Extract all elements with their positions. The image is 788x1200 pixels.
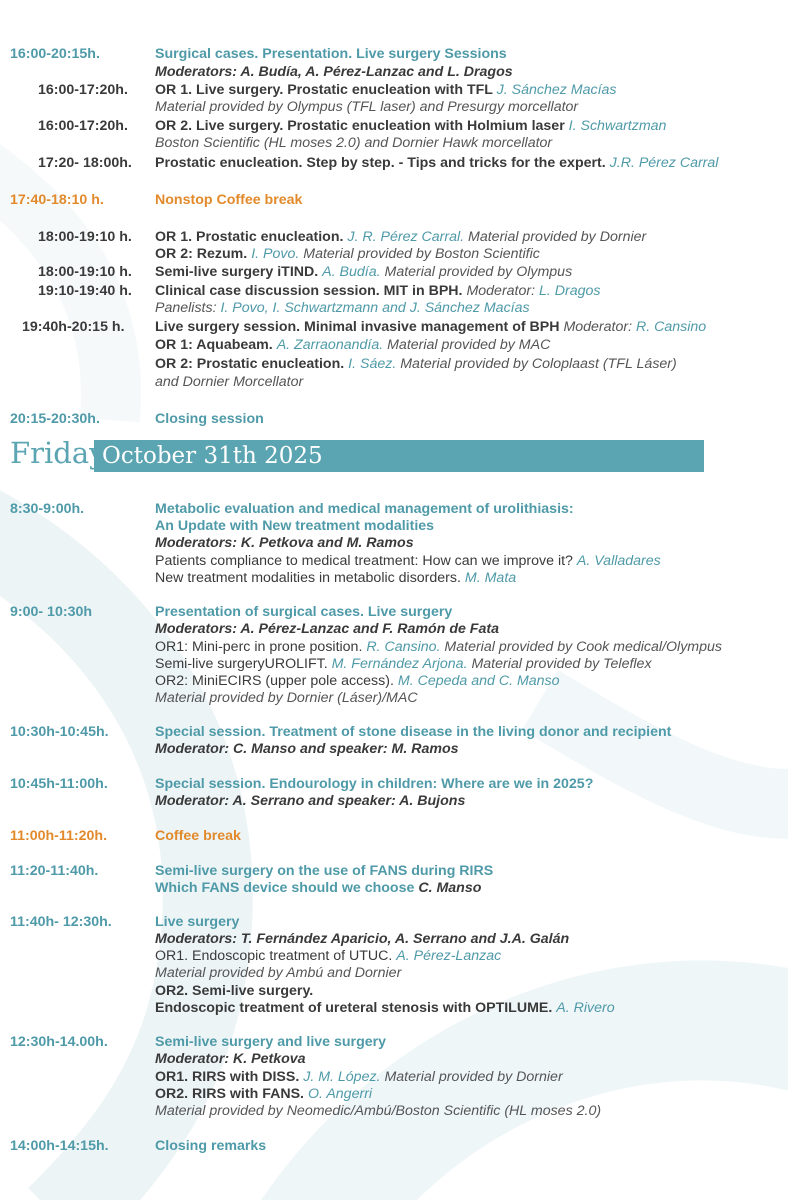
eve-d-pan-label: Panelists: [155,300,217,316]
fri-s1-t1-text: Patients compliance to medical treatment: How can we improve it? [155,553,573,569]
fri-s2-a-speaker: R. Cansino. [366,639,441,655]
surgical-moderators: Moderators: A. Budía, A. Pérez-Lanzac and L. Dragos [155,64,513,80]
fri-s5-speaker: C. Manso [418,880,482,896]
fri-s1-talk1 [155,553,661,570]
eve-e-mod-name: R. Cansino [636,319,707,335]
coffee-title: Nonstop Coffee break [155,192,303,208]
fri-s1-moderators: Moderators: K. Petkova and M. Ramos [155,535,414,551]
closing-time: 20:15-20:30h. [10,411,100,427]
fri-s6-a-material: Material provided by Ambú and Dornier [155,965,402,981]
eve-d-mod-label: Moderator: [466,283,536,299]
fri-s6-a [155,948,501,965]
fri-s6-title: Live surgery [155,914,240,930]
or1-time: 16:00-17:20h. [38,82,128,98]
eve-b-entry [155,246,540,263]
eve-c-text: Semi-live surgery iTIND. [155,264,319,280]
fri-s2-c [155,673,560,690]
fri-closing-time: 14:00h-14:15h. [10,1138,109,1154]
fri-s6-c [155,1000,615,1017]
eve-e-time: 19:40h-20:15 h. [22,319,125,335]
fri-s5-title2-row [155,880,481,897]
fri-s7-a-text: OR1. RIRS with DISS. [155,1069,300,1085]
fri-s4-moderator: Moderator: A. Serrano and speaker: A. Bujons [155,793,466,809]
fri-s6-a-text: OR1. Endoscopic treatment of UTUC. [155,948,393,964]
eve-f-entry [155,337,550,354]
fri-s6-c-text: Endoscopic treatment of ureteral stenosis with OPTILUME. [155,1000,553,1016]
eve-d-pan-names: I. Povo, I. Schwartzmann and J. Sánchez Macías [220,300,530,316]
fri-s1-title2: An Update with New treatment modalities [155,518,435,534]
eve-d-mod-name: L. Dragos [539,283,601,299]
eve-e-mod-label: Moderator: [563,319,633,335]
eve-e-entry [155,319,706,336]
fri-s2-moderators: Moderators: A. Pérez-Lanzac and F. Ramón de Fata [155,621,499,637]
fri-s1-t1-speaker: A. Valladares [576,553,661,569]
eve-e-text: Live surgery session. Minimal invasive management of BPH [155,319,560,335]
eve-g-speaker: I. Sáez. [348,356,397,372]
or2-text: OR 2. Live surgery. Prostatic enucleation with Holmium laser [155,118,565,134]
fri-s3-moderator: Moderator: C. Manso and speaker: M. Ramos [155,741,459,757]
eve-a-text: OR 1. Prostatic enucleation. [155,229,344,245]
fri-s7-title: Semi-live surgery and live surgery [155,1034,387,1050]
or1-speaker: J. Sánchez Macías [496,82,617,98]
eve-f-text: OR 1: Aquabeam. [155,337,273,353]
eve-g-entry [155,356,677,373]
fri-s3-title: Special session. Treatment of stone disease in the living donor and recipient [155,724,672,740]
or2-entry [155,118,666,135]
fri-s6-c-speaker: A. Rivero [556,1000,615,1016]
eve-a-entry [155,229,646,246]
eve-d-time: 19:10-19:40 h. [38,283,132,299]
fri-s2-c-material: Material provided by Dornier (Láser)/MAC [155,690,418,706]
fri-s2-a-material: Material provided by Cook medical/Olympus [444,639,722,655]
fri-s2-c-speaker: M. Cepeda and C. Manso [397,673,560,689]
or1-text: OR 1. Live surgery. Prostatic enucleation with TFL [155,82,493,98]
step-time: 17:20- 18:00h. [38,155,132,171]
fri-s5-time: 11:20-11:40h. [10,863,99,879]
step-speaker: J.R. Pérez Carral [609,155,719,171]
eve-d-panelists [155,300,530,317]
fri-s7-a-material: Material provided by Dornier [384,1069,563,1085]
eve-d-text: Clinical case discussion session. MIT in BPH. [155,283,463,299]
fri-s6-a-speaker: A. Pérez-Lanzac [396,948,502,964]
eve-b-text: OR 2: Rezum. [155,246,248,262]
fri-coffee-title: Coffee break [155,828,241,844]
eve-a-material: Material provided by Dornier [468,229,647,245]
fri-s1-time: 8:30-9:00h. [10,501,85,517]
coffee-time: 17:40-18:10 h. [10,192,104,208]
fri-s3-time: 10:30h-10:45h. [10,724,109,740]
eve-d-entry [155,283,601,300]
fri-s7-a-speaker: J. M. López. [303,1069,381,1085]
surgical-time: 16:00-20:15h. [10,46,100,62]
fri-s2-a [155,639,722,656]
eve-b-material: Material provided by Boston Scientific [303,246,540,262]
fri-s6-moderators: Moderators: T. Fernández Aparicio, A. Serrano and J.A. Galán [155,931,570,947]
surgical-title: Surgical cases. Presentation. Live surgery Sessions [155,46,507,62]
or2-speaker: I. Schwartzman [568,118,667,134]
fri-closing-title: Closing remarks [155,1138,267,1154]
eve-c-entry [155,264,572,281]
fri-s7-b [155,1086,372,1103]
fri-s1-talk2 [155,570,516,587]
step-text: Prostatic enucleation. Step by step. - Tips and tricks for the expert. [155,155,606,171]
eve-f-material: Material provided by MAC [387,337,551,353]
eve-c-material: Material provided by Olympus [384,264,573,280]
fri-s2-b [155,656,652,673]
eve-a-time: 18:00-19:10 h. [38,229,132,245]
fri-s6-b-text: OR2. Semi-live surgery. [155,983,314,999]
eve-b-speaker: I. Povo. [251,246,300,262]
closing-title: Closing session [155,411,264,427]
eve-c-speaker: A. Budía. [322,264,381,280]
fri-s1-title1: Metabolic evaluation and medical management of urolithiasis: [155,501,574,517]
fri-s2-c-text: OR2: MiniECIRS (upper pole access). [155,673,394,689]
fri-s2-b-text: Semi-live surgeryUROLIFT. [155,656,328,672]
fri-s7-b-material: Material provided by Neomedic/Ambú/Boston Scientific (HL moses 2.0) [155,1103,602,1119]
fri-s7-time: 12:30h-14.00h. [10,1034,108,1050]
fri-s2-b-speaker: M. Fernández Arjona. [331,656,468,672]
eve-g-material: Material provided by Coloplaast (TFL Láser) [400,356,677,372]
fri-s4-time: 10:45h-11:00h. [10,776,108,792]
fri-coffee-time: 11:00h-11:20h. [10,828,108,844]
eve-c-time: 18:00-19:10 h. [38,264,132,280]
fri-s2-b-material: Material provided by Teleflex [471,656,652,672]
day-label: Friday, [10,436,111,470]
step-entry [155,155,718,172]
eve-f-speaker: A. Zarraonandía. [276,337,384,353]
fri-s7-b-speaker: O. Angerri [307,1086,373,1102]
date-label: October 31th 2025 [102,443,323,469]
fri-s7-moderator: Moderator: K. Petkova [155,1051,306,1067]
or1-entry [155,82,617,99]
fri-s4-title: Special session. Endourology in children: Where are we in 2025? [155,776,594,792]
fri-s1-t2-speaker: M. Mata [464,570,517,586]
or2-material: Boston Scientific (HL moses 2.0) and Dornier Hawk morcellator [155,135,553,151]
fri-s2-title: Presentation of surgical cases. Live surgery [155,604,453,620]
fri-s7-a [155,1069,563,1086]
or1-material: Material provided by Olympus (TFL laser) and Presurgy morcellator [155,99,579,115]
fri-s5-title2: Which FANS device should we choose [155,880,415,896]
fri-s7-b-text: OR2. RIRS with FANS. [155,1086,304,1102]
fri-s2-a-text: OR1: Mini-perc in prone position. [155,639,363,655]
fri-s5-title1: Semi-live surgery on the use of FANS during RIRS [155,863,494,879]
eve-a-speaker: J. R. Pérez Carral. [347,229,465,245]
fri-s6-time: 11:40h- 12:30h. [10,914,112,930]
or2-time: 16:00-17:20h. [38,118,128,134]
fri-s2-time: 9:00- 10:30h [10,604,93,620]
fri-s1-t2-text: New treatment modalities in metabolic disorders. [155,570,461,586]
eve-g-text: OR 2: Prostatic enucleation. [155,356,345,372]
eve-g-material2: and Dornier Morcellator [155,374,304,390]
